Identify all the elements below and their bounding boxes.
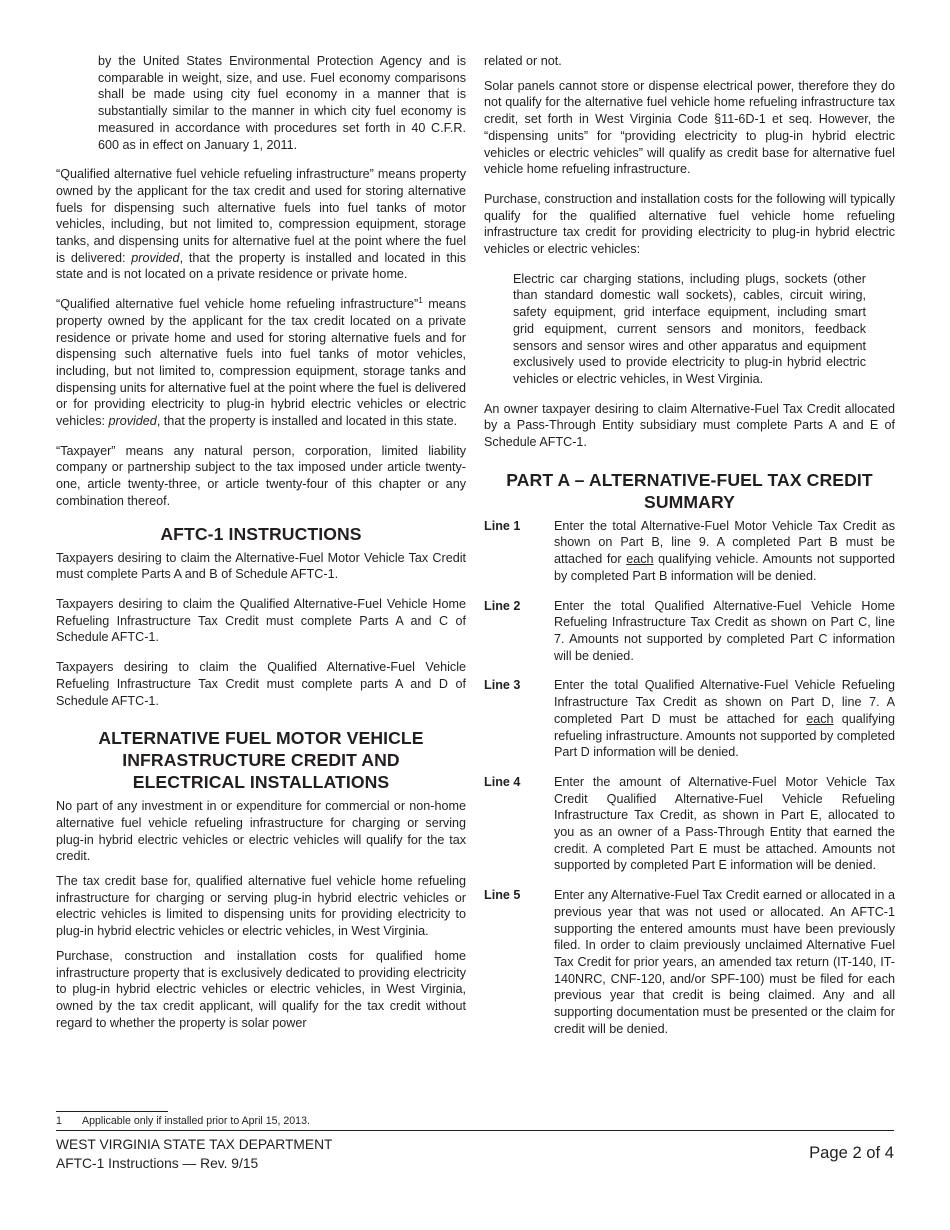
- line-item: [484, 887, 895, 1037]
- home-infrastructure-definition: “Qualified alternative fuel vehicle home refueling infrastructure”$^1$ means property owned by the applicant for the tax credit located on a private residence or private home and used for storing alternative fuels and for dispensing such alternative fuels into fuel tanks of motor vehicles, including, but not limited to, compression equipment, storage tanks and dispensing units for alternative fuel at the point where the fuel is delivered or for providing electricity to plug-in hybrid electric vehicles or electric vehicles: provided, that the property is installed and located in this state.: [56, 296, 466, 429]
- line-label: Line 4: [484, 774, 521, 789]
- line-label: Line 3: [484, 678, 521, 693]
- line-text: Enter the total Qualified Alternative-Fuel Vehicle Refueling Infrastructure Tax Credit as shown on Part D, line 7. A completed Part D must be attached for each qualifying refueling infrastructure. Amounts not supported by completed Part D information will be denied.: [554, 678, 895, 760]
- line-instructions: [484, 518, 895, 1038]
- left-column: [56, 53, 466, 1039]
- electrical-heading: ALTERNATIVE FUEL MOTOR VEHICLE INFRASTRUCTURE CREDIT AND ELECTRICAL INSTALLATIONS: [98, 728, 424, 793]
- instructions-paragraph-1: Taxpayers desiring to claim the Alternative-Fuel Motor Vehicle Tax Credit must complete Parts A and B of Schedule AFTC-1.: [56, 550, 466, 582]
- agency-name: WEST VIRGINIA STATE TAX DEPARTMENT: [56, 1137, 333, 1152]
- charging-stations-paragraph: Electric car charging stations, including plugs, sockets (other than standard domestic wall sockets), cables, circuit wiring, safety equipment, grid interface equipment, including smart grid equipment, current sensors and monitors, feedback sensors and sensor wires and other apparatus and equipment exclusively used to provide electricity to plug-in hybrid electric vehicles or electric vehicles, in West Virginia.: [513, 271, 866, 386]
- credit-base-paragraph: The tax credit base for, qualified alternative fuel vehicle home refueling infrastructure for charging or serving plug-in hybrid electric vehicles or electric vehicles is limited to dispensing units for providing electricity to plug-in hybrid electric vehicles or electric vehicles, in West Virginia.: [56, 874, 466, 939]
- footnote: 1 Applicable only if installed prior to April 15, 2013.: [56, 1115, 310, 1127]
- solar-paragraph: Solar panels cannot store or dispense electrical power, therefore they do not qualify for the alternative fuel vehicle home refueling infrastructure tax credit, set forth in West Virginia Code §11-6D-1 et seq. However, the “dispensing units” for “providing electricity to plug-in hybrid electric vehicles or electric vehicles” will qualify as credit base for alternative fuel vehicle home refueling infrastructure.: [484, 78, 895, 177]
- line-text: Enter the amount of Alternative-Fuel Motor Vehicle Tax Credit Qualified Alternative-Fuel Vehicle Refueling Infrastructure Tax Credit, as shown in Part E, allocated to you as an owner of a Pass-Through Entity that earned the credit. A completed Part E must be attached. Amounts not supported by completed Part E information will be denied.: [554, 774, 895, 873]
- part-a-heading: PART A – ALTERNATIVE-FUEL TAX CREDIT SUMMARY: [506, 469, 873, 512]
- footnote-divider: [56, 1111, 168, 1112]
- instructions-paragraph-3: Taxpayers desiring to claim the Qualified Alternative-Fuel Vehicle Refueling Infrastructure Tax Credit must complete parts A and D of Schedule AFTC-1.: [56, 660, 466, 708]
- no-part-paragraph: No part of any investment in or expenditure for commercial or non-home alternative fuel vehicle refueling infrastructure for charging or serving plug-in hybrid electric vehicles or electric vehicles will qualify for the tax credit.: [56, 799, 466, 864]
- line-text: Enter the total Qualified Alternative-Fuel Vehicle Home Refueling Infrastructure Tax Credit as shown on Part C, line 7. Amounts not supported by completed Part C information will be denied.: [554, 598, 895, 663]
- line-label: Line 1: [484, 518, 521, 533]
- footer-agency-block: [56, 1135, 333, 1173]
- line-label: Line 2: [484, 598, 521, 613]
- line-text: Enter any Alternative-Fuel Tax Credit earned or allocated in a previous year that was not used or allocated. An AFTC-1 supporting the entered amounts must have been previously filed. In order to claim previously unclaimed Alternative Fuel Tax Credit for prior years, an amended tax return (IT-140, IT-140NRC, CNF-120, and/or SPF-100) must be filed for each previous year that credit is being claimed. Any and all supporting documentation must be presented or the claim for credit will be denied.: [554, 888, 895, 1036]
- related-paragraph: related or not.: [484, 54, 562, 68]
- instructions-paragraph-2: Taxpayers desiring to claim the Qualified Alternative-Fuel Vehicle Home Refueling Infrastructure Tax Credit must complete Parts A and C of Schedule AFTC-1.: [56, 596, 466, 645]
- footnote-ref: 1: [418, 296, 423, 306]
- taxpayer-definition: “Taxpayer” means any natural person, corporation, limited liability company or partnership subject to the tax imposed under article twenty-one, article twenty-three, or article twenty-four of this chapter or any combination thereof.: [56, 443, 466, 508]
- footer-divider: [56, 1130, 894, 1131]
- form-revision: AFTC-1 Instructions — Rev. 9/15: [56, 1156, 259, 1171]
- line-item: [484, 518, 895, 585]
- line-label: Line 5: [484, 888, 521, 903]
- page-number: Page 2 of 4: [809, 1143, 894, 1162]
- right-column: [484, 53, 895, 1050]
- purchase-paragraph: Purchase, construction and installation costs for qualified home infrastructure property that is exclusively dedicated to providing electricity to plug-in hybrid electric vehicles or electric vehicles, in West Virginia, owned by the tax credit applicant, will qualify for the tax credit without regard to whether the property is solar power: [56, 948, 466, 1030]
- instructions-heading: AFTC-1 INSTRUCTIONS: [160, 523, 362, 544]
- owner-taxpayer-paragraph: An owner taxpayer desiring to claim Alternative-Fuel Tax Credit allocated by a Pass-Through Entity subsidiary must complete Parts A and E of Schedule AFTC-1.: [484, 401, 895, 450]
- line-item: [484, 598, 895, 665]
- qualified-infrastructure-definition: “Qualified alternative fuel vehicle refueling infrastructure” means property owned by the applicant for the tax credit and used for storing alternative fuels for dispensing such alternative fuels into fuel tanks of motor vehicles, including, but not limited to, compression equipment, storage tanks, and dispensing units for alternative fuel at the point where the fuel is delivered: provided, that the property is installed and located in this state and is not located on a private residence or private home.: [56, 167, 467, 282]
- line-item: [484, 677, 895, 761]
- qualifying-costs-paragraph: Purchase, construction and installation costs for the following will typically qualify for the qualified alternative fuel vehicle home refueling infrastructure tax credit for providing electricity to plug-in hybrid electric vehicles or electric vehicles:: [484, 191, 895, 257]
- line-text: Enter the total Alternative-Fuel Motor Vehicle Tax Credit as shown on Part B, line 9. A completed Part B must be attached for each qualifying vehicle. Amounts not supported by completed Part B information will be denied.: [554, 518, 896, 583]
- line-item: [484, 774, 895, 874]
- epa-paragraph: by the United States Environmental Protection Agency and is comparable in weight, size, and use. Fuel economy comparisons shall be made using city fuel economy in a manner that is substantially similar to the manner in which city fuel economy is measured in accordance with procedures set forth in 40 C.F.R. 600 as in effect on January 1, 2011.: [98, 54, 466, 152]
